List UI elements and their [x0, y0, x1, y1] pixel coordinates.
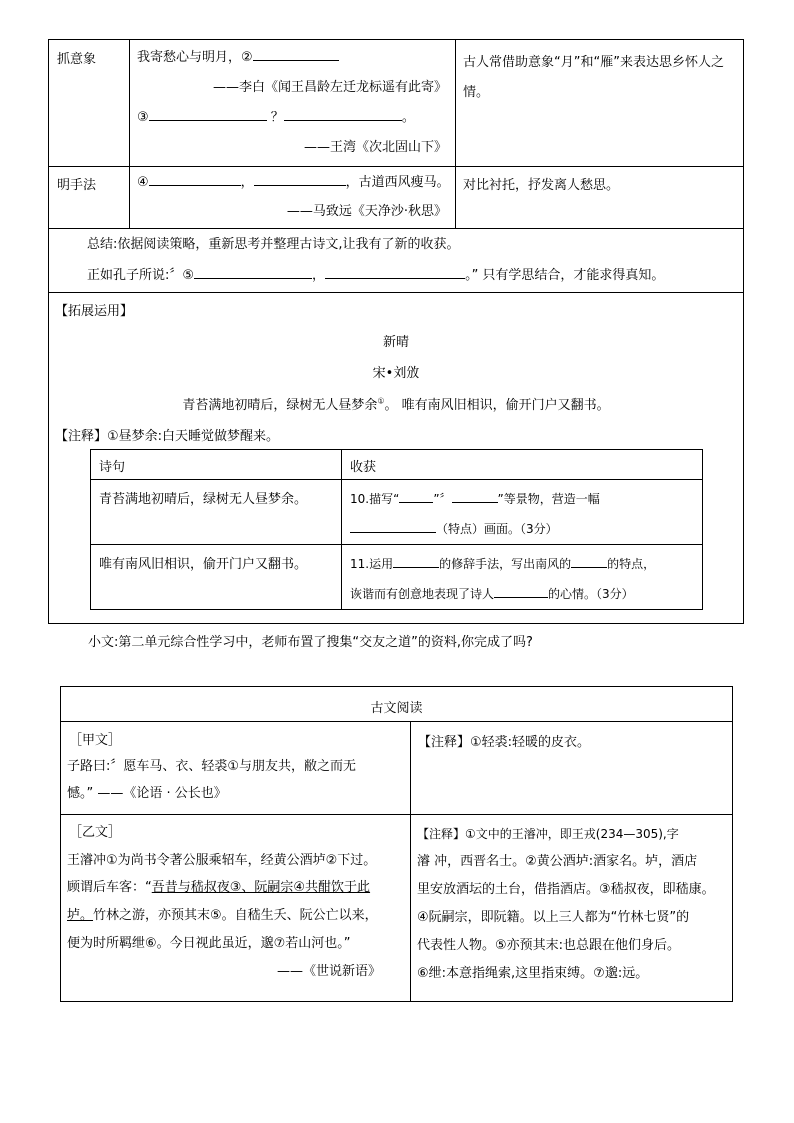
col-header — [342, 450, 703, 480]
question-text: 的特点， — [607, 557, 656, 571]
poem-source: ——马致远《天净沙·秋思》 — [286, 204, 447, 219]
classical-title: 古文阅读 — [370, 701, 423, 716]
summary-line: 总结:依据阅读策略，重新思考并整理古诗文,让我有了新的收获。 — [87, 237, 460, 252]
poem-source: ——李白《闻王昌龄左迁龙标遥有此寄》 — [212, 80, 447, 95]
table-cell — [91, 545, 342, 610]
answer-blank[interactable] — [571, 553, 607, 568]
question-text: （特点）画面。（3分） — [436, 522, 558, 536]
poem-text: ， — [240, 175, 254, 190]
poem-text: 青苔满地初晴后，绿树无人昼梦余。 — [99, 492, 308, 507]
poem-line — [137, 168, 450, 198]
annotation: 代表性人物。⑤亦预其末:也总跟在他们身后。 — [417, 938, 681, 953]
poem-title: 新晴 — [382, 335, 409, 350]
answer-blank[interactable] — [194, 264, 312, 279]
question-text: ”等景物，营造一幅 — [497, 492, 600, 506]
row-note: 古人常借助意象“月”和“雁”来表达思乡怀人之情。 — [463, 55, 724, 100]
poem-text: 。 — [401, 110, 415, 125]
underlined-sentence: 垆。 — [67, 908, 94, 923]
answer-blank[interactable] — [494, 583, 548, 598]
underlined-sentence: 吾昔与嵇叔夜③、阮嗣宗④共酣饮于此 — [151, 880, 371, 895]
answer-blank[interactable] — [254, 171, 346, 186]
annotation: 【注释】①昼梦余:白天睡觉做梦醒来。 — [55, 429, 280, 444]
divider — [49, 228, 743, 229]
answer-blank[interactable] — [325, 264, 465, 279]
annotation: 濬 冲，西晋名士。②黄公酒垆:酒家名。垆，酒店 — [417, 854, 698, 869]
classical-source: ——《世说新语》 — [276, 964, 381, 979]
question-text: 11.运用 — [350, 557, 394, 571]
classical-text: 便为时所羁绁⑥。今日视此虽近，邈⑦若山河也。” — [67, 936, 351, 951]
divider — [410, 721, 411, 1001]
divider — [61, 721, 732, 722]
row-label-imagery: 抓意象 — [57, 52, 97, 67]
poem-text: ？ — [270, 110, 284, 125]
summary-line — [87, 261, 664, 291]
answer-blank[interactable] — [149, 106, 267, 121]
summary-text: 。” 只有学思结合，才能求得真知。 — [465, 268, 665, 283]
annotation: ④阮嗣宗，即阮籍。以上三人都为“竹林七贤”的 — [417, 910, 690, 925]
classical-text-part: 顾谓后车客：“ — [67, 880, 152, 895]
intro-text: 小文:第二单元综合性学习中，老师布置了搜集“交友之道”的资料,你完成了吗? — [88, 635, 533, 650]
harvest-table — [90, 449, 703, 610]
divider — [49, 292, 743, 293]
answer-blank[interactable] — [452, 488, 498, 503]
poem-text: ④ — [137, 175, 149, 190]
poem-text: 青苔满地初晴后，绿树无人昼梦余 — [182, 398, 378, 413]
question-text: 10.描写“ — [350, 492, 400, 506]
classical-text: 王濬冲①为尚书令著公服乘轺车，经黄公酒垆②下过。 — [67, 853, 377, 868]
review-table — [48, 39, 744, 624]
col-header-text: 诗句 — [99, 460, 126, 475]
poem-author: 宋•刘攽 — [372, 366, 420, 381]
answer-blank[interactable] — [350, 518, 436, 533]
footnote-mark: ① — [377, 396, 385, 406]
divider — [49, 166, 743, 167]
text-label-jia: ［甲文］ — [69, 733, 122, 748]
answer-blank[interactable] — [253, 46, 339, 61]
poem-text: 唯有南风旧相识，偷开门户又翻书。 — [99, 557, 308, 572]
poem-body — [49, 394, 743, 413]
poem-text: ③ — [137, 110, 149, 125]
question-text: 的心情。（3分） — [548, 587, 634, 601]
row-note: 对比衬托，抒发离人愁思。 — [463, 178, 620, 193]
question-text: 的修辞手法，写出南风的 — [439, 557, 572, 571]
divider — [455, 40, 456, 228]
poem-line — [137, 103, 415, 133]
divider — [129, 40, 130, 228]
col-header — [91, 450, 342, 480]
question-text: 诙谐而有创意地表现了诗人 — [350, 587, 495, 601]
answer-blank[interactable] — [284, 106, 402, 121]
annotation: 里安放酒坛的土台，借指酒店。③嵇叔夜，即嵇康。 — [417, 882, 715, 897]
summary-text: 正如孔子所说:〞⑤ — [87, 268, 195, 283]
annotation: ⑥绁:本意指绳索,这里指束缚。⑦邈:远。 — [417, 966, 649, 981]
table-cell — [342, 480, 703, 545]
classical-text — [67, 873, 370, 903]
text-label-yi: ［乙文］ — [69, 825, 122, 840]
summary-text: ， — [312, 268, 326, 283]
row-label-technique: 明手法 — [57, 178, 97, 193]
classical-text — [67, 901, 378, 931]
poem-line — [137, 43, 339, 73]
answer-blank[interactable] — [399, 488, 433, 503]
classical-text: 憾。” ——《论语 · 公长也》 — [67, 786, 227, 801]
section-heading: 【拓展运用】 — [55, 304, 134, 319]
question-text: ”〞 — [433, 492, 452, 506]
poem-text: 我寄愁心与明月，② — [137, 50, 253, 65]
table-cell — [91, 480, 342, 545]
divider — [61, 814, 732, 815]
annotation: 【注释】①文中的王濬冲，即王戎(234—305),字 — [417, 827, 679, 841]
col-header-text: 收获 — [350, 460, 377, 475]
classical-text: 子路曰:〞愿车马、衣、轻裘①与朋友共，敝之而无 — [67, 759, 357, 774]
poem-text: ，古道西风瘦马。 — [345, 175, 450, 190]
poem-source: ——王湾《次北固山下》 — [303, 140, 447, 155]
annotation: 【注释】①轻裘:轻暖的皮衣。 — [418, 735, 591, 750]
answer-blank[interactable] — [149, 171, 241, 186]
classical-table — [60, 686, 733, 1002]
poem-text: 。 唯有南风旧相识，偷开门户又翻书。 — [384, 398, 610, 413]
answer-blank[interactable] — [393, 553, 439, 568]
table-cell — [342, 545, 703, 610]
classical-text-part: 竹林之游，亦预其末⑤。自嵇生夭、阮公亡以来， — [93, 908, 378, 923]
